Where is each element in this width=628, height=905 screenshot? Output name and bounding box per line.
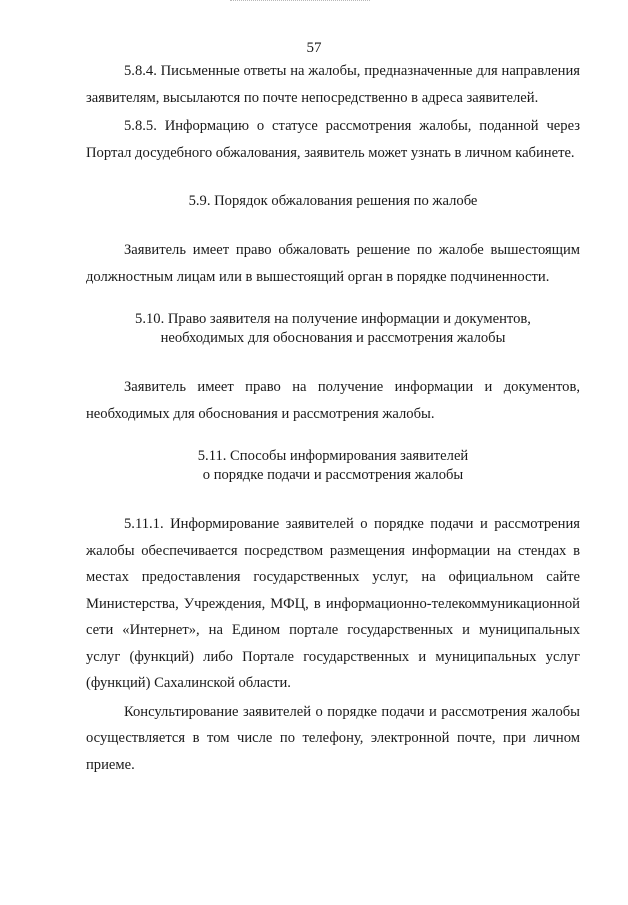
paragraph-consultation: Консультирование заявителей о порядке подачи и рассмотрения жалобы осуществляется в том числе по телефону, электронной почте, при личном приеме. — [86, 703, 580, 773]
document-body — [86, 58, 580, 778]
scan-artifact — [230, 0, 370, 7]
heading-5-11-line-1: 5.11. Способы информирования заявителей — [197, 448, 469, 464]
paragraph-5-10: Заявитель имеет право на получение информации и документов, необходимых для обоснования и рассмотрения жалобы. — [86, 379, 580, 422]
heading-5-11-block — [86, 447, 580, 485]
heading-5-11-line-2: о порядке подачи и рассмотрения жалобы — [202, 467, 464, 483]
paragraph-5-9: Заявитель имеет право обжаловать решение по жалобе вышестоящим должностным лицам или в вышестоящий орган в порядке подчиненности. — [86, 242, 580, 285]
heading-5-9: 5.9. Порядок обжалования решения по жалобе — [188, 193, 478, 209]
page-number: 57 — [306, 40, 322, 56]
heading-5-10-line-2: необходимых для обоснования и рассмотрения жалобы — [160, 330, 506, 346]
paragraph-5-11-1: 5.11.1. Информирование заявителей о порядке подачи и рассмотрения жалобы обеспечивается посредством размещения информации на стендах в местах предоставления государственных услуг, на официальном сайте Министерства, Учреждения, МФЦ, в информационно-телекоммуникационной сети «Интернет», на Едином портале государственных и муниципальных услуг (функций) либо Портале государственных и муниципальных услуг (функций) Сахалинской области. — [86, 516, 580, 691]
paragraph-5-8-5: 5.8.5. Информацию о статусе рассмотрения жалобы, поданной через Портал досудебного обжалования, заявитель может узнать в личном кабинете. — [86, 118, 580, 161]
paragraph-5-8-4: 5.8.4. Письменные ответы на жалобы, предназначенные для направления заявителям, высылаются по почте непосредственно в адреса заявителей. — [86, 63, 580, 106]
heading-5-9-block — [86, 192, 580, 211]
heading-5-10-block — [86, 310, 580, 348]
heading-5-10-line-1: 5.10. Право заявителя на получение информации и документов, — [135, 311, 531, 327]
